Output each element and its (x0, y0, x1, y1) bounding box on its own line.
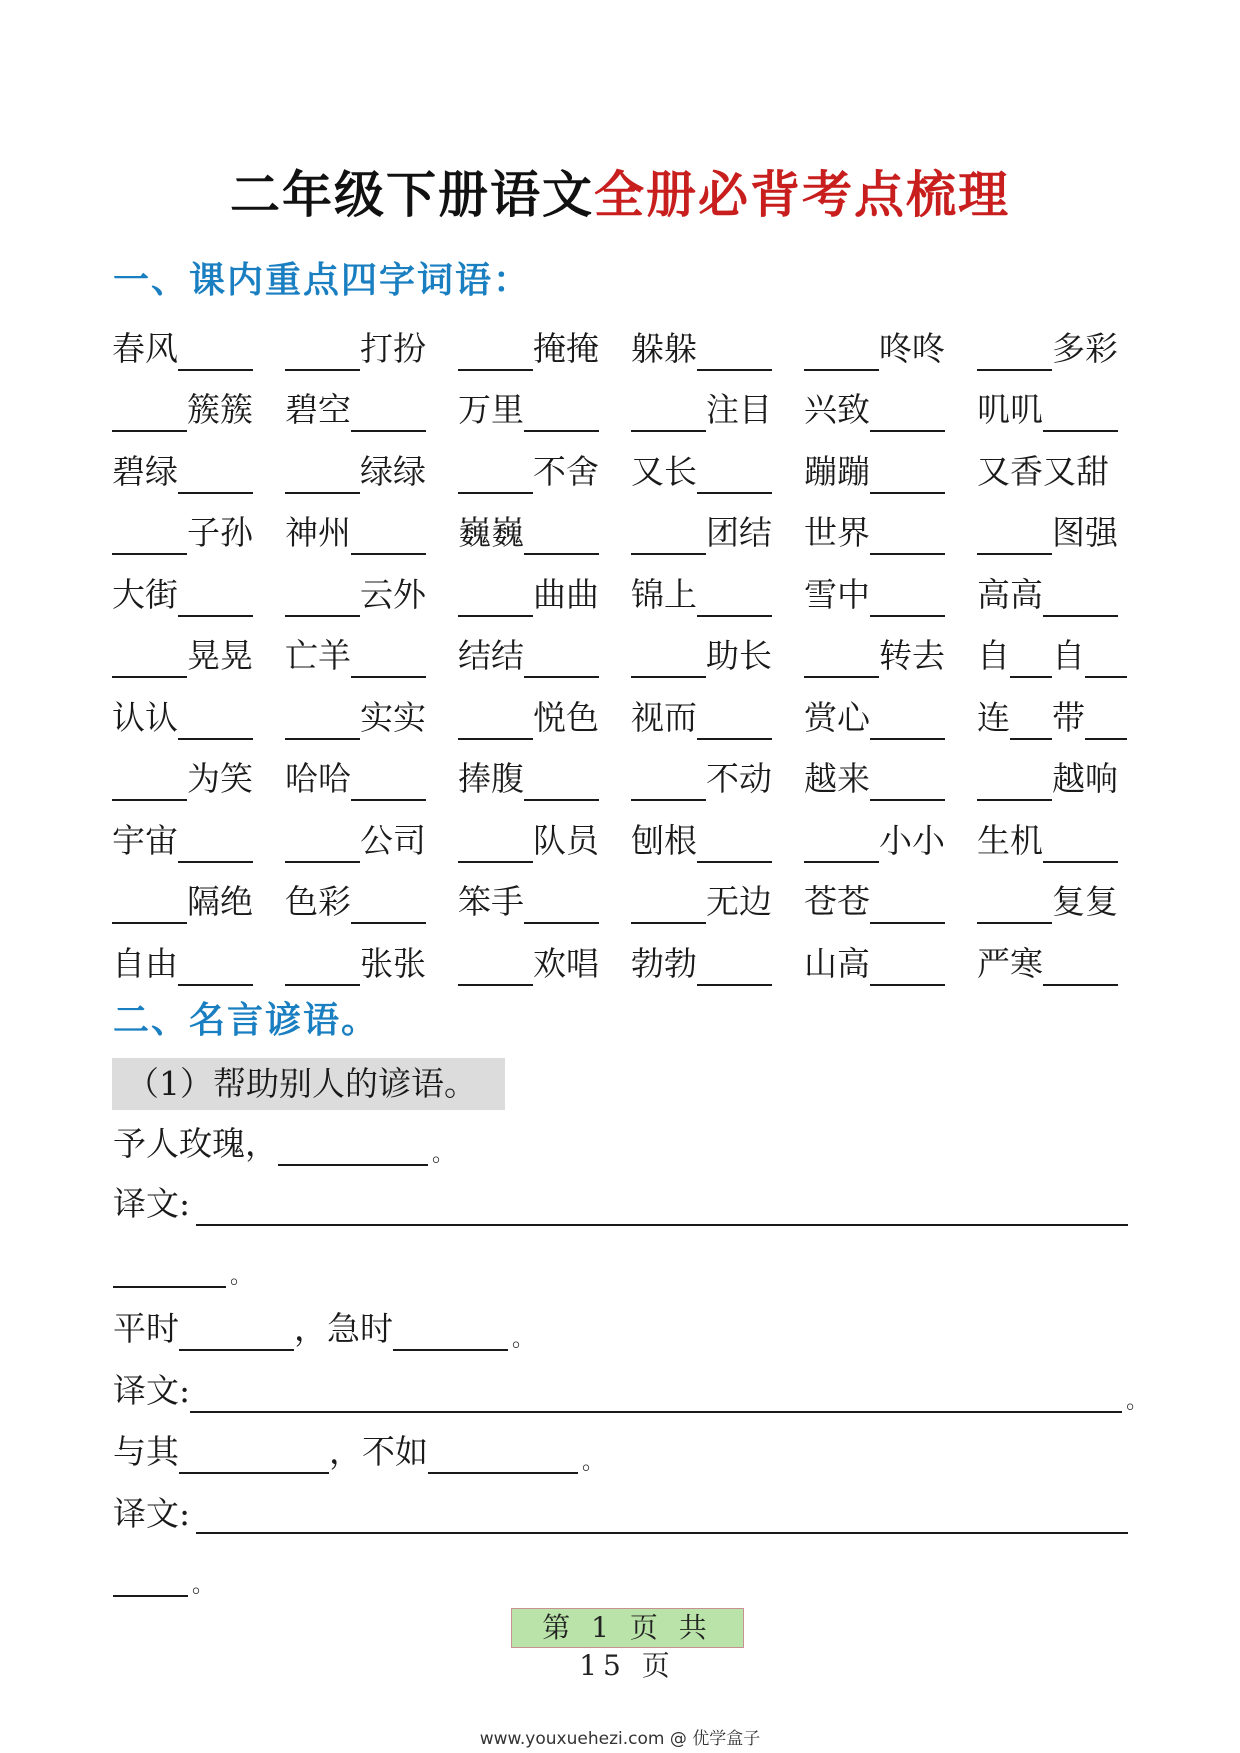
blank[interactable] (697, 331, 772, 371)
blank[interactable] (977, 331, 1052, 371)
blank[interactable] (1010, 700, 1052, 740)
blank[interactable] (278, 1124, 428, 1166)
word-cell: 咚咚 (804, 327, 977, 371)
blank[interactable] (524, 392, 599, 432)
word-cell: 自 自 (977, 634, 1127, 678)
blank[interactable] (524, 761, 599, 801)
blank[interactable] (1043, 946, 1118, 986)
word-cell: 打扮 (285, 327, 458, 371)
blank[interactable] (351, 392, 426, 432)
blank[interactable] (458, 331, 533, 371)
blank[interactable] (285, 577, 360, 617)
word-cell: 色彩 (285, 880, 458, 924)
blank[interactable] (178, 946, 253, 986)
word-cell: 生机 (977, 819, 1127, 863)
blank[interactable] (112, 515, 187, 555)
blank[interactable] (458, 454, 533, 494)
translation-blank[interactable] (196, 1532, 1128, 1534)
blank[interactable] (178, 700, 253, 740)
word-cell: 曲曲 (458, 573, 631, 617)
word-cell: 世界 (804, 511, 977, 555)
blank[interactable] (697, 577, 772, 617)
blank[interactable] (393, 1309, 508, 1351)
translation-blank[interactable] (190, 1371, 1122, 1413)
word-cell: 簇簇 (112, 388, 285, 432)
word-cell: 春风 (112, 327, 285, 371)
word-cell: 躲躲 (631, 327, 804, 371)
word-cell: 悦色 (458, 696, 631, 740)
word-cell: 刨根 (631, 819, 804, 863)
word-cell: 捧腹 (458, 757, 631, 801)
blank[interactable] (870, 454, 945, 494)
word-cell: 蹦蹦 (804, 450, 977, 494)
blank[interactable] (179, 1432, 329, 1474)
page-title (0, 160, 1240, 230)
word-cell: 张张 (285, 942, 458, 986)
blank[interactable] (697, 823, 772, 863)
blank[interactable] (870, 761, 945, 801)
word-cell: 助长 (631, 634, 804, 678)
word-cell: 山高 (804, 942, 977, 986)
word-row (112, 564, 1132, 626)
blank[interactable] (285, 331, 360, 371)
word-cell: 隔绝 (112, 880, 285, 924)
word-row (112, 626, 1132, 688)
word-cell: 叽叽 (977, 388, 1127, 432)
blank[interactable] (524, 884, 599, 924)
word-cell: 苍苍 (804, 880, 977, 924)
word-cell: 大街 (112, 573, 285, 617)
blank[interactable] (631, 884, 706, 924)
blank[interactable] (870, 515, 945, 555)
blank[interactable] (285, 454, 360, 494)
blank[interactable] (804, 823, 879, 863)
blank[interactable] (631, 638, 706, 678)
translation-line: 译文: (113, 1184, 191, 1223)
word-cell: 又香又甜 (977, 451, 1109, 491)
word-cell: 欢唱 (458, 942, 631, 986)
section1-heading: 一、课内重点四字词语： (113, 260, 532, 301)
word-cell: 实实 (285, 696, 458, 740)
translation-blank[interactable] (196, 1224, 1128, 1226)
blank[interactable] (631, 392, 706, 432)
word-cell: 为笑 (112, 757, 285, 801)
blank[interactable] (804, 331, 879, 371)
word-cell: 复复 (977, 880, 1127, 924)
word-cell: 碧绿 (112, 450, 285, 494)
blank[interactable] (178, 823, 253, 863)
word-cell: 宇宙 (112, 819, 285, 863)
blank[interactable] (1043, 577, 1118, 617)
blank[interactable] (112, 884, 187, 924)
blank[interactable] (351, 515, 426, 555)
blank[interactable] (112, 392, 187, 432)
blank[interactable] (285, 823, 360, 863)
word-grid (112, 318, 1132, 995)
translation-line-cont: 。 (113, 1555, 214, 1597)
page-number: 第 1 页 共 15 页 (511, 1608, 744, 1648)
word-cell: 碧空 (285, 388, 458, 432)
word-cell: 亡羊 (285, 634, 458, 678)
translation-line-cont: 。 (113, 1246, 252, 1288)
word-cell: 勃勃 (631, 942, 804, 986)
blank[interactable] (458, 946, 533, 986)
word-cell: 越响 (977, 757, 1127, 801)
blank[interactable] (697, 454, 772, 494)
word-cell: 自由 (112, 942, 285, 986)
blank[interactable] (631, 761, 706, 801)
word-cell: 兴致 (804, 388, 977, 432)
site-watermark: www.youxuehezi.com @ 优学盒子 (479, 1729, 761, 1749)
word-cell: 锦上 (631, 573, 804, 617)
translation-line: 译文: (113, 1494, 191, 1533)
word-cell: 结结 (458, 634, 631, 678)
word-row (112, 441, 1132, 503)
section2-heading: 二、名言谚语。 (113, 1000, 380, 1041)
proverb-line: 与其 ，不如 。 (113, 1432, 605, 1475)
word-cell: 万里 (458, 388, 631, 432)
title-part-red: 全册必背考点梳理 (594, 166, 1010, 224)
blank[interactable] (351, 638, 426, 678)
blank[interactable] (870, 946, 945, 986)
word-cell: 转去 (804, 634, 977, 678)
blank[interactable] (113, 1555, 188, 1597)
word-cell: 雪中 (804, 573, 977, 617)
blank[interactable] (178, 454, 253, 494)
blank[interactable] (458, 700, 533, 740)
word-row (112, 503, 1132, 565)
blank[interactable] (428, 1432, 578, 1474)
word-cell: 多彩 (977, 327, 1127, 371)
blank[interactable] (351, 761, 426, 801)
word-cell: 绿绿 (285, 450, 458, 494)
proverb-line: 平时 ，急时 。 (113, 1309, 535, 1352)
word-cell: 队员 (458, 819, 631, 863)
word-cell: 神州 (285, 511, 458, 555)
proverb-line: 予人玫瑰， 。 (113, 1124, 455, 1167)
blank[interactable] (179, 1309, 294, 1351)
translation-line: 译文: 。 (113, 1371, 1149, 1414)
word-cell: 赏心 (804, 696, 977, 740)
word-cell: 严寒 (977, 942, 1127, 986)
word-cell: 团结 (631, 511, 804, 555)
blank[interactable] (697, 946, 772, 986)
blank[interactable] (977, 761, 1052, 801)
word-row (112, 687, 1132, 749)
title-part-black: 二年级下册语文 (230, 166, 594, 224)
blank[interactable] (870, 392, 945, 432)
blank[interactable] (631, 515, 706, 555)
blank[interactable] (285, 946, 360, 986)
subheading-helping-proverbs: （1）帮助别人的谚语。 (112, 1058, 505, 1110)
word-cell: 不舍 (458, 450, 631, 494)
word-cell: 云外 (285, 573, 458, 617)
word-cell: 无边 (631, 880, 804, 924)
blank[interactable] (112, 638, 187, 678)
blank[interactable] (870, 577, 945, 617)
blank[interactable] (804, 638, 879, 678)
word-cell: 哈哈 (285, 757, 458, 801)
word-cell: 笨手 (458, 880, 631, 924)
blank[interactable] (1043, 823, 1118, 863)
word-row (112, 810, 1132, 872)
blank[interactable] (112, 761, 187, 801)
blank[interactable] (285, 700, 360, 740)
blank[interactable] (1085, 638, 1127, 678)
blank[interactable] (524, 515, 599, 555)
blank[interactable] (524, 638, 599, 678)
blank[interactable] (1043, 392, 1118, 432)
blank[interactable] (977, 515, 1052, 555)
word-cell: 注目 (631, 388, 804, 432)
word-row (112, 380, 1132, 442)
word-cell: 越来 (804, 757, 977, 801)
word-cell: 小小 (804, 819, 977, 863)
word-cell: 认认 (112, 696, 285, 740)
word-row (112, 933, 1132, 995)
blank[interactable] (178, 331, 253, 371)
word-row (112, 318, 1132, 380)
blank[interactable] (113, 1246, 226, 1288)
word-cell: 图强 (977, 511, 1127, 555)
word-cell: 视而 (631, 696, 804, 740)
blank[interactable] (1010, 638, 1052, 678)
blank[interactable] (458, 577, 533, 617)
blank[interactable] (977, 884, 1052, 924)
word-cell: 子孙 (112, 511, 285, 555)
word-cell: 公司 (285, 819, 458, 863)
blank[interactable] (870, 700, 945, 740)
word-cell: 高高 (977, 573, 1127, 617)
word-cell: 连 带 (977, 696, 1127, 740)
word-cell: 晃晃 (112, 634, 285, 678)
word-row (112, 872, 1132, 934)
word-cell: 不动 (631, 757, 804, 801)
word-row (112, 749, 1132, 811)
word-cell: 又长 (631, 450, 804, 494)
blank[interactable] (1085, 700, 1127, 740)
blank[interactable] (351, 884, 426, 924)
blank[interactable] (870, 884, 945, 924)
blank[interactable] (458, 823, 533, 863)
blank[interactable] (178, 577, 253, 617)
word-cell: 巍巍 (458, 511, 631, 555)
blank[interactable] (697, 700, 772, 740)
word-cell: 掩掩 (458, 327, 631, 371)
